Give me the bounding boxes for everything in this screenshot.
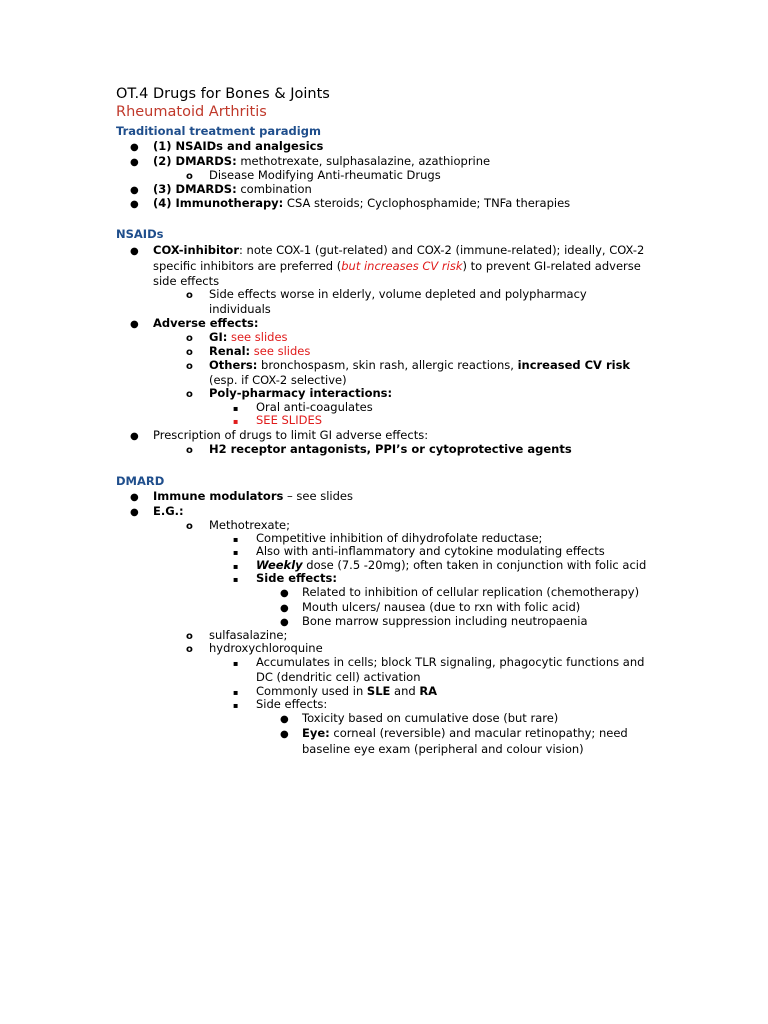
- list-item: Adverse effects:: [153, 316, 259, 330]
- bullet-icon: ●: [130, 492, 139, 503]
- circle-bullet-icon: o: [186, 347, 193, 358]
- list-item: (1) NSAIDs and analgesics: [153, 139, 324, 153]
- heading-traditional-treatment: Traditional treatment paradigm: [116, 124, 321, 138]
- square-bullet-icon: ▪: [233, 659, 239, 668]
- circle-bullet-icon: o: [186, 644, 193, 655]
- list-item: Related to inhibition of cellular replication (chemotherapy): [302, 585, 640, 599]
- circle-bullet-icon: o: [186, 521, 193, 532]
- list-item: Toxicity based on cumulative dose (but rare): [302, 711, 559, 725]
- bullet-icon: ●: [130, 142, 139, 153]
- list-item: Commonly used in SLE and RA: [256, 684, 438, 698]
- bullet-icon: ●: [130, 157, 139, 168]
- square-bullet-icon: ▪: [233, 548, 239, 557]
- list-item: Oral anti-coagulates: [256, 400, 373, 414]
- list-item: hydroxychloroquine: [209, 641, 323, 655]
- list-item: Also with anti-inflammatory and cytokine modulating effects: [256, 544, 605, 558]
- list-item-continued: specific inhibitors are preferred (but increases CV risk) to prevent GI-related adverse: [153, 259, 641, 273]
- list-item: SEE SLIDES: [256, 413, 323, 427]
- square-bullet-icon: ▪: [233, 575, 239, 584]
- list-item: (2) DMARDS: methotrexate, sulphasalazine, azathioprine: [153, 154, 491, 168]
- bullet-icon: ●: [130, 319, 139, 330]
- circle-bullet-icon: o: [186, 290, 193, 301]
- bullet-icon: ●: [130, 199, 139, 210]
- list-item: H2 receptor antagonists, PPI’s or cytoprotective agents: [209, 442, 572, 456]
- list-item: Immune modulators – see slides: [153, 489, 353, 503]
- bullet-icon: ●: [280, 617, 289, 628]
- list-item: Competitive inhibition of dihydrofolate reductase;: [256, 531, 543, 545]
- circle-bullet-icon: o: [186, 333, 193, 344]
- square-bullet-icon: ▪: [233, 404, 239, 413]
- square-bullet-icon: ▪: [233, 701, 239, 710]
- list-item: E.G.:: [153, 504, 184, 518]
- list-item: Others: bronchospasm, skin rash, allergic reactions, increased CV risk: [209, 358, 631, 372]
- bullet-icon: ●: [130, 431, 139, 442]
- document-title: OT.4 Drugs for Bones & Joints: [116, 86, 330, 102]
- list-item: Side effects:: [256, 697, 328, 711]
- list-item: (3) DMARDS: combination: [153, 182, 312, 196]
- list-item: Prescription of drugs to limit GI adverse effects:: [153, 428, 429, 442]
- circle-bullet-icon: o: [186, 631, 193, 642]
- circle-bullet-icon: o: [186, 171, 193, 182]
- document-subtitle: Rheumatoid Arthritis: [116, 104, 267, 120]
- square-bullet-icon: ▪: [233, 562, 239, 571]
- bullet-icon: ●: [280, 603, 289, 614]
- list-item: Poly-pharmacy interactions:: [209, 386, 393, 400]
- square-bullet-icon: ▪: [233, 417, 239, 426]
- list-item-continued: baseline eye exam (peripheral and colour vision): [302, 742, 584, 756]
- heading-nsaids: NSAIDs: [116, 227, 164, 241]
- heading-dmard: DMARD: [116, 474, 165, 488]
- list-item: (4) Immunotherapy: CSA steroids; Cyclophosphamide; TNFa therapies: [153, 196, 571, 210]
- bullet-icon: ●: [130, 185, 139, 196]
- bullet-icon: ●: [280, 714, 289, 725]
- list-item-continued: side effects: [153, 274, 220, 288]
- list-item: Bone marrow suppression including neutropaenia: [302, 614, 588, 628]
- bullet-icon: ●: [130, 246, 139, 257]
- circle-bullet-icon: o: [186, 445, 193, 456]
- list-item: Side effects:: [256, 571, 337, 585]
- square-bullet-icon: ▪: [233, 535, 239, 544]
- list-item: Disease Modifying Anti-rheumatic Drugs: [209, 168, 441, 182]
- circle-bullet-icon: o: [186, 389, 193, 400]
- list-item: Eye: corneal (reversible) and macular retinopathy; need: [302, 726, 628, 740]
- bullet-icon: ●: [280, 729, 289, 740]
- list-item: Methotrexate;: [209, 518, 290, 532]
- list-item: Side effects worse in elderly, volume depleted and polypharmacy: [209, 287, 587, 301]
- list-item: Accumulates in cells; block TLR signaling, phagocytic functions and: [256, 655, 645, 669]
- list-item: COX-inhibitor: note COX-1 (gut-related) and COX-2 (immune-related); ideally, COX-2: [153, 243, 645, 257]
- square-bullet-icon: ▪: [233, 688, 239, 697]
- list-item: GI: see slides: [209, 330, 288, 344]
- list-item-continued: (esp. if COX-2 selective): [209, 373, 347, 387]
- bullet-icon: ●: [280, 588, 289, 599]
- list-item-continued: DC (dendritic cell) activation: [256, 670, 421, 684]
- list-item: Mouth ulcers/ nausea (due to rxn with folic acid): [302, 600, 581, 614]
- circle-bullet-icon: o: [186, 361, 193, 372]
- list-item-continued: individuals: [209, 302, 271, 316]
- bullet-icon: ●: [130, 507, 139, 518]
- list-item: Weekly dose (7.5 -20mg); often taken in conjunction with folic acid: [256, 558, 647, 572]
- list-item: sulfasalazine;: [209, 628, 288, 642]
- list-item: Renal: see slides: [209, 344, 311, 358]
